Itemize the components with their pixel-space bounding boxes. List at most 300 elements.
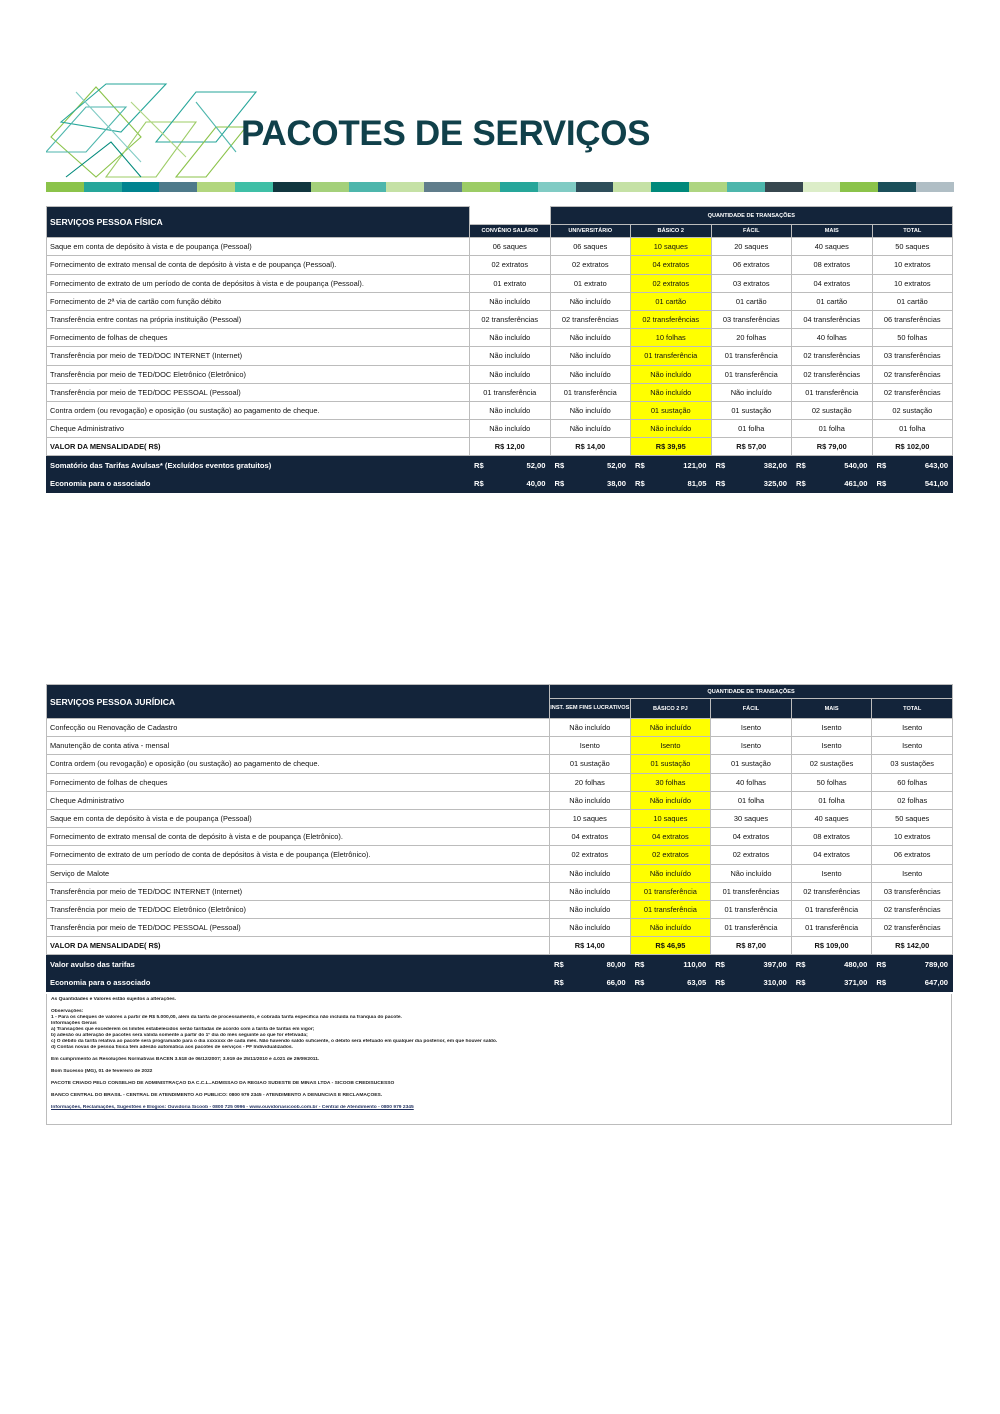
service-value: Não incluído <box>550 401 631 419</box>
service-value: 02 transferências <box>872 365 953 383</box>
amount: 121,00 <box>683 460 707 470</box>
economia-row <box>47 474 953 492</box>
pj-qt-label: QUANTIDADE DE TRANSAÇÕES <box>550 685 953 699</box>
service-value: 01 transferência <box>711 919 792 937</box>
economia-value <box>550 474 631 492</box>
service-value: 01 sustação <box>630 755 711 773</box>
service-value: 02 transferências <box>792 347 873 365</box>
service-value: Não incluído <box>470 420 551 438</box>
service-value: 01 transferência <box>791 919 872 937</box>
currency-symbol: R$ <box>876 977 887 987</box>
note-line: PACOTE CRIADO PELO CONSELHO DE ADMINISTRAÇÃO DA C.C.L..ADMISSÃO DA REGIÃO SUDESTE DE MINAS LTDA - SICOOB CREDISUCESSO <box>51 1081 395 1086</box>
amount: 461,00 <box>844 478 868 488</box>
amount: 80,00 <box>606 959 626 969</box>
service-value: 10 extratos <box>872 828 953 846</box>
currency-symbol: R$ <box>554 959 564 969</box>
service-label: Transferência por meio de TED/DOC INTERNET (Internet) <box>47 347 470 365</box>
service-value: 60 folhas <box>872 773 953 791</box>
table-row <box>47 809 953 827</box>
color-stripe-segment <box>235 182 273 192</box>
service-label: Saque em conta de depósito à vista e de poupança (Pessoal) <box>47 809 550 827</box>
service-value: Não incluído <box>550 791 631 809</box>
mensalidade-label: VALOR DA MENSALIDADE( R$) <box>47 937 550 955</box>
service-value: 40 saques <box>791 809 872 827</box>
currency-symbol: R$ <box>715 977 725 987</box>
color-stripe-segment <box>538 182 576 192</box>
service-value: 04 extratos <box>711 828 792 846</box>
service-value: 40 folhas <box>792 329 873 347</box>
note-line: a) Transações que excederem os limites estabelecidos serão tarifadas de acordo com a tarifa de tarifas em vigor; <box>51 1027 315 1032</box>
service-label: Saque em conta de depósito à vista e de poupança (Pessoal) <box>47 238 470 256</box>
table-row <box>47 238 953 256</box>
service-value: 10 saques <box>631 238 712 256</box>
service-value: Não incluído <box>630 719 711 737</box>
service-value: 01 folha <box>711 420 792 438</box>
service-value: Não incluído <box>550 365 631 383</box>
amount: 63,05 <box>687 977 707 987</box>
color-stripe-segment <box>500 182 538 192</box>
amount: 110,00 <box>683 959 707 969</box>
service-value: Isento <box>872 737 953 755</box>
service-value: 10 extratos <box>872 256 953 274</box>
service-label: Transferência por meio de TED/DOC INTERNET (Internet) <box>47 882 550 900</box>
service-value: Isento <box>711 737 792 755</box>
currency-symbol: R$ <box>876 478 887 488</box>
currency-symbol: R$ <box>554 977 564 987</box>
service-value: 01 sustação <box>711 401 792 419</box>
service-value: 01 folha <box>872 420 953 438</box>
pj-services-table <box>46 684 953 992</box>
currency-symbol: R$ <box>474 460 484 470</box>
table-row <box>47 919 953 937</box>
notes-section <box>46 994 952 1125</box>
service-value: 02 transferências <box>791 882 872 900</box>
service-value: 01 transferência <box>792 383 873 401</box>
avulso-value <box>791 955 872 973</box>
service-label: Fornecimento de 2ª via de cartão com função débito <box>47 292 470 310</box>
table-row <box>47 383 953 401</box>
service-value: 01 cartão <box>872 292 953 310</box>
service-value: 20 saques <box>711 238 792 256</box>
service-value: 01 cartão <box>711 292 792 310</box>
service-value: 06 extratos <box>711 256 792 274</box>
service-value: 50 saques <box>872 809 953 827</box>
note-line: b) adesão ou alteração de pacotes será válida somente a partir do 1º dia do mês seguinte ao que for efetivada; <box>51 1033 308 1038</box>
mensalidade-value: R$ 87,00 <box>711 937 792 955</box>
service-value: 04 extratos <box>630 828 711 846</box>
currency-symbol: R$ <box>876 460 887 470</box>
service-value: 02 extratos <box>550 846 631 864</box>
color-stripe-segment <box>576 182 614 192</box>
currency-symbol: R$ <box>795 977 806 987</box>
service-value: 02 extratos <box>550 256 631 274</box>
service-value: 02 folhas <box>872 791 953 809</box>
service-value: 03 extratos <box>711 274 792 292</box>
service-value: 01 folha <box>792 420 873 438</box>
service-value: 02 transferências <box>872 383 953 401</box>
pf-col-header: MAIS <box>792 225 873 238</box>
mensalidade-value: R$ 14,00 <box>550 438 631 456</box>
service-label: Cheque Administrativo <box>47 791 550 809</box>
economia-row <box>47 973 953 991</box>
pj-col-header: BÁSICO 2 PJ <box>630 699 711 719</box>
economia-value <box>550 973 631 991</box>
table-row <box>47 401 953 419</box>
service-value: 01 sustação <box>711 755 792 773</box>
service-value: 50 folhas <box>791 773 872 791</box>
somatorio-label: Somatório das Tarifas Avulsas* (Excluídos eventos gratuitos) <box>47 456 470 474</box>
avulso-row <box>47 955 953 973</box>
service-value: 02 transferências <box>872 919 953 937</box>
service-value: Não incluído <box>470 292 551 310</box>
service-value: Isento <box>711 719 792 737</box>
service-value: 01 transferência <box>630 882 711 900</box>
note-line: As Quantidades e Valores estão sujeitos a alterações. <box>51 997 177 1002</box>
service-value: Não incluído <box>470 365 551 383</box>
amount: 81,05 <box>687 478 707 488</box>
service-label: Fornecimento de folhas de cheques <box>47 773 550 791</box>
service-value: 03 transferências <box>872 882 953 900</box>
service-value: 04 transferências <box>792 310 873 328</box>
service-value: Não incluído <box>630 791 711 809</box>
service-value: 04 extratos <box>631 256 712 274</box>
service-value: Não incluído <box>470 401 551 419</box>
note-line: Observações: <box>51 1009 84 1014</box>
table-row <box>47 900 953 918</box>
table-row <box>47 329 953 347</box>
service-value: 01 folha <box>711 791 792 809</box>
service-value: 20 folhas <box>711 329 792 347</box>
service-value: 02 sustações <box>791 755 872 773</box>
note-line: Em cumprimento às Resoluções Normativas BACEN 3.518 de 06/12/2007; 3.919 de 25/11/2010 e 4.021 de 29/09/2011. <box>51 1057 320 1062</box>
service-label: Fornecimento de extrato de um período de conta de depósitos à vista e de poupança (Eletrônico). <box>47 846 550 864</box>
service-value: 01 transferência <box>711 365 792 383</box>
amount: 789,00 <box>924 959 949 969</box>
amount: 325,00 <box>763 478 787 488</box>
service-label: Cheque Administrativo <box>47 420 470 438</box>
somatorio-value <box>631 456 712 474</box>
pf-col-header: FÁCIL <box>711 225 792 238</box>
somatorio-value <box>550 456 631 474</box>
mensalidade-value: R$ 109,00 <box>791 937 872 955</box>
service-value: 06 extratos <box>872 846 953 864</box>
service-value: 10 folhas <box>631 329 712 347</box>
currency-symbol: R$ <box>634 977 645 987</box>
pf-col-header: UNIVERSITÁRIO <box>550 225 631 238</box>
service-label: Transferência por meio de TED/DOC PESSOAL (Pessoal) <box>47 919 550 937</box>
avulso-value <box>630 955 711 973</box>
service-value: Não incluído <box>631 420 712 438</box>
service-label: Fornecimento de extrato mensal de conta de depósito à vista e de poupança (Pessoal). <box>47 256 470 274</box>
service-value: Isento <box>550 737 631 755</box>
table-row <box>47 882 953 900</box>
currency-symbol: R$ <box>715 959 725 969</box>
service-label: Transferência por meio de TED/DOC PESSOAL (Pessoal) <box>47 383 470 401</box>
currency-symbol: R$ <box>634 959 645 969</box>
table-row <box>47 256 953 274</box>
service-value: 30 folhas <box>630 773 711 791</box>
service-value: 01 transferência <box>470 383 551 401</box>
somatorio-value <box>470 456 551 474</box>
service-value: 03 transferências <box>872 347 953 365</box>
service-label: Fornecimento de extrato mensal de conta de depósito à vista e de poupança (Eletrônico). <box>47 828 550 846</box>
service-value: Não incluído <box>550 329 631 347</box>
service-label: Fornecimento de folhas de cheques <box>47 329 470 347</box>
economia-label: Economia para o associado <box>47 973 550 991</box>
currency-symbol: R$ <box>554 460 565 470</box>
service-value: Isento <box>630 737 711 755</box>
service-value: 02 transferências <box>872 900 953 918</box>
service-label: Transferência por meio de TED/DOC Eletrônico (Eletrônico) <box>47 365 470 383</box>
color-stripe <box>46 182 954 192</box>
service-value: 03 transferências <box>711 310 792 328</box>
service-value: 02 transferências <box>470 310 551 328</box>
service-value: 01 sustação <box>550 755 631 773</box>
table-row <box>47 347 953 365</box>
table-row <box>47 755 953 773</box>
mensalidade-value: R$ 57,00 <box>711 438 792 456</box>
service-label: Confecção ou Renovação de Cadastro <box>47 719 550 737</box>
service-value: 01 extrato <box>470 274 551 292</box>
amount: 52,00 <box>606 460 626 470</box>
service-value: 01 transferência <box>711 900 792 918</box>
service-label: Transferência entre contas na própria instituição (Pessoal) <box>47 310 470 328</box>
page-header <box>46 82 954 194</box>
pf-qt-label: QUANTIDADE DE TRANSAÇÕES <box>550 207 953 225</box>
amount: 540,00 <box>844 460 868 470</box>
pf-col-header: BÁSICO 2 <box>631 225 712 238</box>
currency-symbol: R$ <box>715 478 726 488</box>
service-value: 03 sustações <box>872 755 953 773</box>
service-value: Não incluído <box>711 383 792 401</box>
service-value: Não incluído <box>470 347 551 365</box>
mensalidade-row <box>47 937 953 955</box>
service-value: Isento <box>791 864 872 882</box>
table-row <box>47 274 953 292</box>
economia-value <box>872 973 953 991</box>
service-value: Isento <box>872 864 953 882</box>
service-value: 01 transferência <box>630 900 711 918</box>
mensalidade-value: R$ 79,00 <box>792 438 873 456</box>
service-value: 02 transferências <box>631 310 712 328</box>
economia-label: Economia para o associado <box>47 474 470 492</box>
service-value: 40 saques <box>792 238 873 256</box>
service-value: 30 saques <box>711 809 792 827</box>
service-value: 02 transferências <box>550 310 631 328</box>
service-value: 10 saques <box>630 809 711 827</box>
service-value: 40 folhas <box>711 773 792 791</box>
service-value: 02 extratos <box>631 274 712 292</box>
avulso-value <box>872 955 953 973</box>
service-value: 02 transferências <box>792 365 873 383</box>
amount: 38,00 <box>606 478 626 488</box>
table-row <box>47 420 953 438</box>
note-line: Informações Gerais <box>51 1021 97 1026</box>
amount: 643,00 <box>924 460 949 470</box>
economia-value <box>470 474 551 492</box>
service-label: Transferência por meio de TED/DOC Eletrônico (Eletrônico) <box>47 900 550 918</box>
service-value: 50 folhas <box>872 329 953 347</box>
amount: 382,00 <box>763 460 787 470</box>
economia-value <box>791 973 872 991</box>
service-label: Manutenção de conta ativa - mensal <box>47 737 550 755</box>
mensalidade-row <box>47 438 953 456</box>
service-value: Não incluído <box>550 719 631 737</box>
page-title: PACOTES DE SERVIÇOS <box>241 114 651 153</box>
brand-logo-icon <box>46 82 258 182</box>
service-value: Isento <box>791 737 872 755</box>
pf-col-header: TOTAL <box>872 225 953 238</box>
service-value: 08 extratos <box>792 256 873 274</box>
service-label: Serviço de Malote <box>47 864 550 882</box>
economia-value <box>711 973 792 991</box>
color-stripe-segment <box>349 182 387 192</box>
economia-value <box>631 474 712 492</box>
currency-symbol: R$ <box>876 959 887 969</box>
service-value: 10 saques <box>550 809 631 827</box>
color-stripe-segment <box>878 182 916 192</box>
service-value: Não incluído <box>631 383 712 401</box>
mensalidade-value: R$ 102,00 <box>872 438 953 456</box>
pf-col-header: CONVÊNIO SALÁRIO <box>470 225 551 238</box>
service-value: 06 transferências <box>872 310 953 328</box>
note-line: 1 - Para os cheques de valores a partir de R$ 5.000,00, além da tarifa de processamento, é cobrada tarifa específica não incluída na franquia do pacote. <box>51 1015 402 1020</box>
economia-value <box>872 474 953 492</box>
service-value: 50 saques <box>872 238 953 256</box>
pj-col-header: FÁCIL <box>711 699 792 719</box>
mensalidade-value: R$ 142,00 <box>872 937 953 955</box>
avulso-value <box>711 955 792 973</box>
color-stripe-segment <box>840 182 878 192</box>
service-value: 02 extratos <box>711 846 792 864</box>
service-value: Não incluído <box>550 864 631 882</box>
service-value: Não incluído <box>550 919 631 937</box>
color-stripe-segment <box>727 182 765 192</box>
currency-symbol: R$ <box>635 478 645 488</box>
service-value: Isento <box>791 719 872 737</box>
service-value: Não incluído <box>470 329 551 347</box>
amount: 52,00 <box>526 460 546 470</box>
table-row <box>47 737 953 755</box>
service-value: 02 extratos <box>630 846 711 864</box>
note-line: d) Contas novas de pessoa física têm adesão automática aos pacotes de serviços - PF Individualizados. <box>51 1045 293 1050</box>
service-value: 01 transferências <box>711 882 792 900</box>
table-row <box>47 828 953 846</box>
table-row <box>47 365 953 383</box>
service-value: Não incluído <box>550 347 631 365</box>
color-stripe-segment <box>424 182 462 192</box>
mensalidade-value: R$ 12,00 <box>470 438 551 456</box>
table-row <box>47 773 953 791</box>
pj-table-title: SERVIÇOS PESSOA JURÍDICA <box>47 685 550 719</box>
note-line: BANCO CENTRAL DO BRASIL - CENTRAL DE ATENDIMENTO AO PÚBLICO: 0800 979 2345 - ATENDIMENTO À DENÚNCIAS E RECLAMAÇÕES. <box>51 1093 383 1098</box>
service-label: Contra ordem (ou revogação) e oposição (ou sustação) ao pagamento de cheque. <box>47 755 550 773</box>
service-value: 01 transferência <box>631 347 712 365</box>
color-stripe-segment <box>916 182 954 192</box>
color-stripe-segment <box>46 182 84 192</box>
currency-symbol: R$ <box>474 478 484 488</box>
color-stripe-segment <box>386 182 424 192</box>
table-row <box>47 846 953 864</box>
somatorio-row <box>47 456 953 474</box>
service-value: Não incluído <box>631 365 712 383</box>
color-stripe-segment <box>311 182 349 192</box>
service-value: 02 sustação <box>792 401 873 419</box>
service-label: Fornecimento de extrato de um período de conta de depósitos à vista e de poupança (Pessoal). <box>47 274 470 292</box>
currency-symbol: R$ <box>796 478 806 488</box>
color-stripe-segment <box>122 182 160 192</box>
mensalidade-label: VALOR DA MENSALIDADE( R$) <box>47 438 470 456</box>
somatorio-value <box>711 456 792 474</box>
pf-table-title: SERVIÇOS PESSOA FÍSICA <box>47 207 470 238</box>
pf-services-table <box>46 206 953 493</box>
table-row <box>47 719 953 737</box>
service-label: Contra ordem (ou revogação) e oposição (ou sustação) ao pagamento de cheque. <box>47 401 470 419</box>
pj-col-header: TOTAL <box>872 699 953 719</box>
service-value: 01 extrato <box>550 274 631 292</box>
amount: 66,00 <box>606 977 626 987</box>
currency-symbol: R$ <box>715 460 726 470</box>
economia-value <box>630 973 711 991</box>
avulso-value <box>550 955 631 973</box>
amount: 647,00 <box>924 977 949 987</box>
color-stripe-segment <box>273 182 311 192</box>
economia-value <box>711 474 792 492</box>
service-value: 08 extratos <box>791 828 872 846</box>
ouvidoria-link[interactable]: Informações, Reclamações, Sugestões e Elogios: Ouvidoria Sicoob - 0800 725 0996 - www.ouvidoriasicoob.com.br - Central de Atendimento - 0800 979 2345 <box>51 1105 414 1110</box>
service-value: 01 transferência <box>711 347 792 365</box>
service-value: 04 extratos <box>550 828 631 846</box>
service-value: 20 folhas <box>550 773 631 791</box>
color-stripe-segment <box>803 182 841 192</box>
pj-col-header: INST. SEM FINS LUCRATIVOS <box>550 699 631 719</box>
mensalidade-value: R$ 39,95 <box>631 438 712 456</box>
table-row <box>47 292 953 310</box>
service-value: Não incluído <box>550 420 631 438</box>
service-value: 04 extratos <box>792 274 873 292</box>
table-row <box>47 791 953 809</box>
service-value: Não incluído <box>630 919 711 937</box>
color-stripe-segment <box>689 182 727 192</box>
somatorio-value <box>792 456 873 474</box>
amount: 397,00 <box>763 959 787 969</box>
amount: 371,00 <box>844 977 868 987</box>
avulso-label: Valor avulso das tarifas <box>47 955 550 973</box>
color-stripe-segment <box>765 182 803 192</box>
service-value: 01 cartão <box>631 292 712 310</box>
color-stripe-segment <box>462 182 500 192</box>
service-value: 01 folha <box>791 791 872 809</box>
color-stripe-segment <box>651 182 689 192</box>
mensalidade-value: R$ 46,95 <box>630 937 711 955</box>
service-value: 06 saques <box>470 238 551 256</box>
service-value: 01 transferência <box>791 900 872 918</box>
service-value: Não incluído <box>550 882 631 900</box>
service-value: 06 saques <box>550 238 631 256</box>
amount: 40,00 <box>526 478 546 488</box>
color-stripe-segment <box>197 182 235 192</box>
somatorio-value <box>872 456 953 474</box>
color-stripe-segment <box>613 182 651 192</box>
currency-symbol: R$ <box>796 460 806 470</box>
service-value: Isento <box>872 719 953 737</box>
pj-col-header: MAIS <box>791 699 872 719</box>
amount: 541,00 <box>924 478 949 488</box>
table-row <box>47 864 953 882</box>
service-value: Não incluído <box>711 864 792 882</box>
amount: 480,00 <box>844 959 868 969</box>
service-value: 02 sustação <box>872 401 953 419</box>
